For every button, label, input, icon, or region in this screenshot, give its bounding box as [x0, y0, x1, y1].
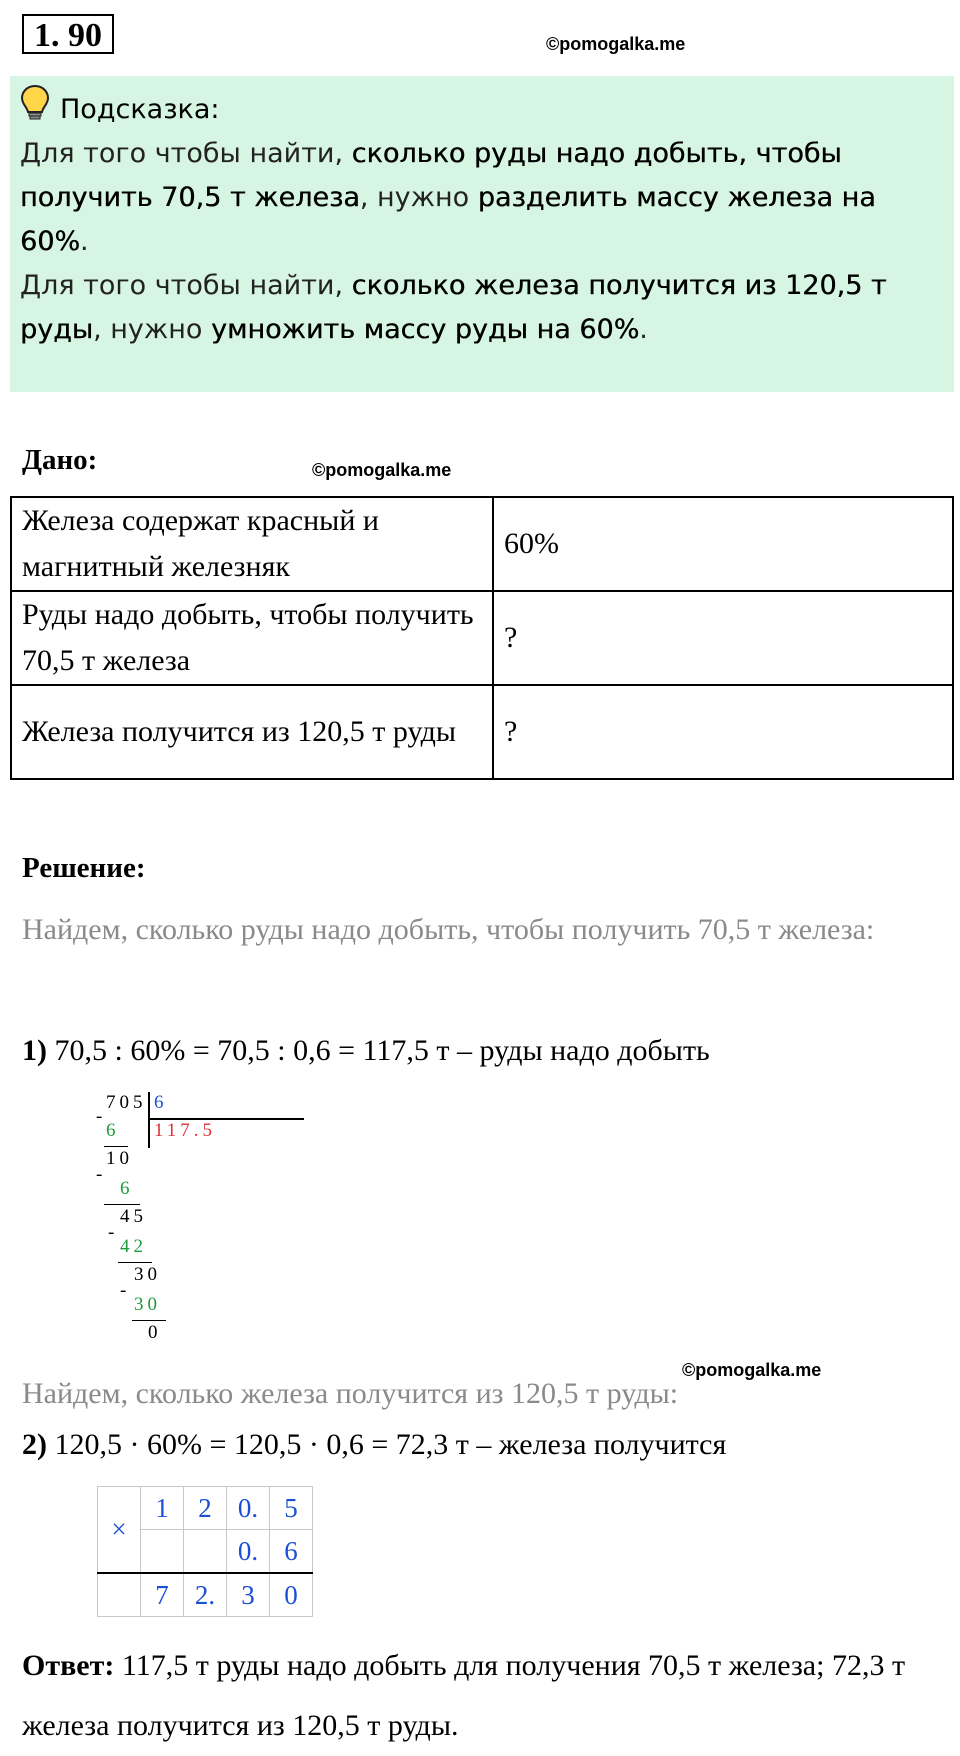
- division-remainder: 45: [120, 1206, 147, 1227]
- hint-paragraph-2: [20, 264, 940, 352]
- given-value: ?: [493, 591, 953, 685]
- hint-text: .: [639, 314, 648, 345]
- step1-number: 1): [22, 1034, 47, 1067]
- division-subtrahend: 30: [134, 1294, 161, 1315]
- hint-text: , нужно: [359, 182, 478, 213]
- grid-cell: 6: [270, 1530, 313, 1574]
- division-remainder: 10: [106, 1148, 133, 1169]
- given-table: [10, 496, 954, 780]
- hint-text: Для того чтобы найти,: [20, 270, 352, 301]
- step2-number: 2): [22, 1428, 47, 1461]
- step2-intro: Найдем, сколько железа получится из 120,5 т руды:: [22, 1377, 679, 1410]
- answer: [22, 1636, 942, 1756]
- grid-cell: 7: [141, 1573, 184, 1617]
- given-name: Железа получится из 120,5 т руды: [11, 685, 493, 779]
- problem-number: 1. 90: [22, 14, 114, 54]
- table-row: [11, 591, 953, 685]
- given-name: Железа содержат красный и магнитный железняк: [11, 497, 493, 591]
- answer-text: 117,5 т руды надо добыть для получения 70,5 т железа; 72,3 т железа получится из 120,5 т руды.: [22, 1649, 906, 1742]
- multiply-sign: ×: [98, 1487, 141, 1574]
- answer-label: Ответ:: [22, 1649, 115, 1682]
- step1-expression: 70,5 : 60% = 70,5 : 0,6 = 117,5 т – руды надо добыть: [47, 1034, 710, 1067]
- hint-emphasis: разделить массу железа на 60%: [20, 182, 876, 257]
- watermark: ©pomogalka.me: [682, 1360, 822, 1380]
- step2-line: [22, 1428, 726, 1462]
- given-name: Руды надо добыть, чтобы получить 70,5 т железа: [11, 591, 493, 685]
- hint-title-text: Подсказка:: [60, 94, 220, 125]
- table-row: [98, 1573, 313, 1617]
- hint-emphasis: сколько руды надо добыть, чтобы получить 70,5 т железа: [20, 138, 842, 213]
- step2-expression: 120,5 · 60% = 120,5 · 0,6 = 72,3 т – железа получится: [47, 1428, 727, 1461]
- division-line: [118, 1262, 152, 1263]
- division-quotient: 117.5: [154, 1120, 217, 1141]
- hint-text: Для того чтобы найти,: [20, 138, 352, 169]
- given-value: 60%: [493, 497, 953, 591]
- division-remainder: 30: [134, 1264, 161, 1285]
- solution-label: Решение:: [22, 852, 146, 884]
- division-subtrahend: 6: [106, 1120, 120, 1141]
- division-dividend: 705: [106, 1092, 147, 1113]
- hint-emphasis: умножить массу руды на 60%: [210, 314, 640, 345]
- watermark: ©pomogalka.me: [546, 34, 686, 54]
- division-line: [104, 1146, 128, 1147]
- table-row: [11, 685, 953, 779]
- grid-cell: [141, 1530, 184, 1574]
- hint-title: [20, 84, 220, 136]
- watermark: ©pomogalka.me: [312, 460, 452, 480]
- long-division: [90, 1092, 350, 1356]
- lightbulb-icon: [20, 84, 50, 136]
- minus-sign: -: [96, 1164, 107, 1185]
- grid-cell: 3: [227, 1573, 270, 1617]
- grid-cell: 2.: [184, 1573, 227, 1617]
- division-remainder: 0: [148, 1322, 162, 1343]
- hint-text: , нужно: [93, 314, 211, 345]
- step1-line: [22, 1034, 710, 1068]
- division-subtrahend: 42: [120, 1236, 147, 1257]
- step1-intro: Найдем, сколько руды надо добыть, чтобы получить 70,5 т железа:: [22, 913, 875, 946]
- hint-emphasis: сколько железа получится из 120,5 т руды: [20, 270, 887, 345]
- division-divisor: 6: [154, 1092, 168, 1113]
- grid-cell: 0.: [227, 1487, 270, 1530]
- grid-cell: 0.: [227, 1530, 270, 1574]
- multiplication-grid: [97, 1486, 313, 1617]
- division-line: [104, 1204, 140, 1205]
- grid-cell: [184, 1530, 227, 1574]
- hint-body: [20, 132, 940, 352]
- division-divider: [148, 1092, 150, 1148]
- minus-sign: -: [96, 1106, 107, 1127]
- minus-sign: -: [108, 1222, 119, 1243]
- hint-text: .: [80, 226, 89, 257]
- table-row: [11, 497, 953, 591]
- grid-cell: 5: [270, 1487, 313, 1530]
- division-line: [132, 1320, 166, 1321]
- grid-cell: [98, 1573, 141, 1617]
- given-value: ?: [493, 685, 953, 779]
- grid-cell: 1: [141, 1487, 184, 1530]
- minus-sign: -: [120, 1280, 131, 1301]
- grid-cell: 2: [184, 1487, 227, 1530]
- given-label: Дано:: [22, 444, 98, 476]
- grid-cell: 0: [270, 1573, 313, 1617]
- hint-paragraph-1: [20, 132, 940, 264]
- table-row: [98, 1487, 313, 1530]
- division-subtrahend: 6: [120, 1178, 134, 1199]
